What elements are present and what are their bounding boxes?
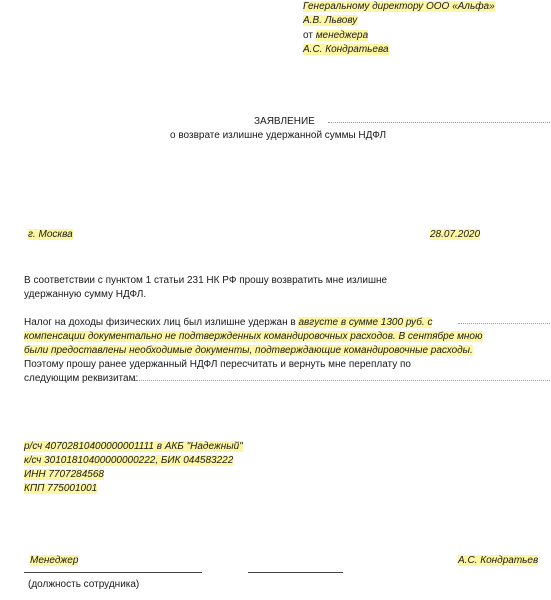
addressee-line-3 <box>303 29 368 42</box>
addressee-from-prefix: от <box>303 30 316 41</box>
body-paragraph-2-highlight-2: компенсации документально не подтвержденных командировочных расходов. В сентябре мною <box>24 331 483 342</box>
addressee-line-4 <box>303 43 389 56</box>
body-paragraph-2-highlight: августе в сумме 1300 руб. с <box>298 317 433 328</box>
requisite-kpp: КПП 775001001 <box>24 483 98 494</box>
addressee-director-name: А.В. Львову <box>303 15 358 26</box>
body-paragraph-2-highlight-3: были предоставлены необходимые документы, подтверждающие командировочные расходы. <box>24 345 473 356</box>
body-paragraph-2-line-1 <box>24 316 432 329</box>
body-paragraph-1-line-2: удержанную сумму НДФЛ. <box>24 289 147 300</box>
body-paragraph-2-line-4: Поэтому прошу ранее удержанный НДФЛ пересчитать и вернуть мне переплату по <box>24 359 411 370</box>
position-underline <box>24 572 202 573</box>
requisites-dotted-line <box>132 380 550 381</box>
addressee-from-name: А.С. Кондратьева <box>303 44 389 55</box>
addressee-from-position: менеджера <box>315 30 369 41</box>
document-subtitle: о возврате излишне удержанной суммы НДФЛ <box>170 130 387 141</box>
document-title: ЗАЯВЛЕНИЕ <box>254 116 315 127</box>
addressee-line-1 <box>303 0 495 13</box>
requisite-account: р/сч 40702810400000001111 в АКБ "Надежный" <box>24 441 243 452</box>
date-field <box>430 228 480 241</box>
requisite-corr-account-bik: к/сч 30101810400000000222, БИК 044583222 <box>24 455 234 466</box>
signature-underline <box>248 572 343 573</box>
place-field <box>28 228 73 241</box>
place-value: г. Москва <box>28 229 73 240</box>
addressee-line-2 <box>303 14 357 27</box>
date-value: 28.07.2020 <box>430 229 481 240</box>
body-paragraph-2-line-5: следующим реквизитам: <box>24 373 139 384</box>
signature-position: Менеджер <box>30 555 79 566</box>
title-dotted-line <box>328 122 550 123</box>
requisite-inn: ИНН 7707284568 <box>24 469 104 480</box>
position-caption: (должность сотрудника) <box>28 579 140 590</box>
body-paragraph-1-line-1: В соответствии с пунктом 1 статьи 231 НК РФ прошу возвратить мне излишне <box>24 275 388 286</box>
body-paragraph-2-line-3 <box>24 344 473 357</box>
addressee-director: Генеральному директору ООО «Альфа» <box>303 1 495 12</box>
paragraph-dotted-line <box>458 323 550 324</box>
body-paragraph-2-line-2 <box>24 330 483 343</box>
signature-name: А.С. Кондратьев <box>458 555 539 566</box>
body-paragraph-2-text: Налог на доходы физических лиц был излишне удержан в <box>24 317 299 328</box>
